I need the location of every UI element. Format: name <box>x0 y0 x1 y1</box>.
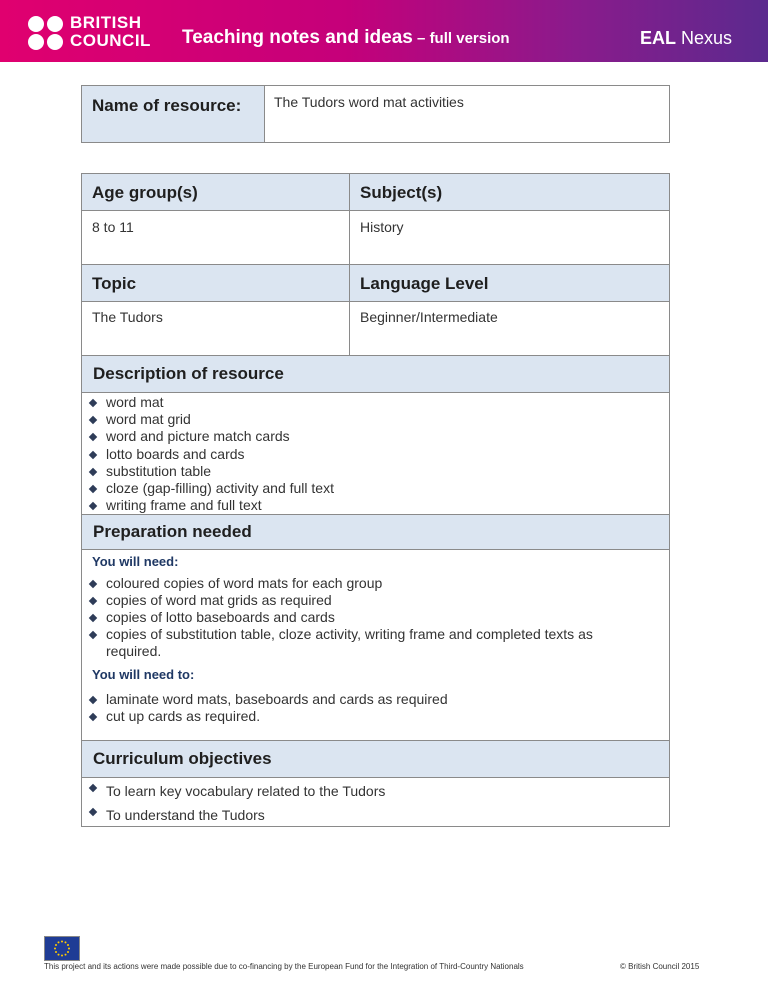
age-value: 8 to 11 <box>92 219 134 235</box>
details-table <box>81 173 670 357</box>
subject-value: History <box>360 219 404 235</box>
name-label: Name of resource: <box>82 86 264 142</box>
details-header-row-1 <box>82 174 669 210</box>
description-heading: Description of resource <box>82 356 669 392</box>
logo-text <box>70 14 151 50</box>
list-item: To understand the Tudors <box>82 803 385 827</box>
list-item: To learn key vocabulary related to the Tudors <box>82 779 385 803</box>
list-item: cloze (gap-filling) activity and full text <box>82 480 334 497</box>
topic-label: Topic <box>92 274 137 293</box>
header-banner <box>0 0 768 62</box>
age-label: Age group(s) <box>92 183 198 202</box>
list-item: copies of substitution table, cloze activity, writing frame and completed texts as required. <box>82 626 647 660</box>
logo-line-2: COUNCIL <box>70 31 151 50</box>
list-item: cut up cards as required. <box>82 708 448 725</box>
list-item: writing frame and full text <box>82 497 334 514</box>
list-item: laminate word mats, baseboards and cards as required <box>82 691 448 708</box>
curriculum-heading: Curriculum objectives <box>82 741 669 777</box>
british-council-logo <box>28 14 168 54</box>
details-header-row-2 <box>82 265 669 301</box>
brand-rest: Nexus <box>675 28 732 48</box>
title-dash: – <box>412 30 430 47</box>
need-list <box>82 575 647 660</box>
eal-nexus-brand <box>640 28 732 49</box>
list-item: substitution table <box>82 463 334 480</box>
logo-dots-icon <box>28 16 66 50</box>
details-value-row-2 <box>82 302 669 356</box>
list-item: word mat grid <box>82 411 334 428</box>
description-list <box>82 394 334 514</box>
list-item: lotto boards and cards <box>82 446 334 463</box>
resource-name-table <box>81 85 670 143</box>
subject-label: Subject(s) <box>360 183 443 202</box>
list-item: coloured copies of word mats for each group <box>82 575 647 592</box>
title-sub: full version <box>429 30 510 47</box>
list-item: word mat <box>82 394 334 411</box>
eu-stars-icon <box>45 937 79 960</box>
list-item: copies of word mat grids as required <box>82 592 647 609</box>
list-item: copies of lotto baseboards and cards <box>82 609 647 626</box>
footer-funding-note: This project and its actions were made possible due to co-financing by the European Fund for the Integration of Third-Country Nationals <box>44 962 524 971</box>
resource-info-table <box>81 355 670 827</box>
level-value: Beginner/Intermediate <box>360 309 498 325</box>
list-item: word and picture match cards <box>82 428 334 445</box>
eu-flag-icon <box>44 936 80 961</box>
brand-bold: EAL <box>639 28 676 48</box>
you-will-need-label: You will need: <box>92 554 179 569</box>
title-main: Teaching notes and ideas <box>182 27 413 48</box>
logo-line-1: BRITISH <box>70 13 142 32</box>
page-title <box>182 27 510 49</box>
level-label: Language Level <box>360 274 489 293</box>
you-will-need-to-label: You will need to: <box>92 667 195 682</box>
curriculum-list <box>82 779 385 827</box>
footer-copyright: © British Council 2015 <box>620 962 700 971</box>
name-value: The Tudors word mat activities <box>274 94 464 110</box>
need-to-list <box>82 691 448 725</box>
preparation-heading: Preparation needed <box>82 515 669 549</box>
topic-value: The Tudors <box>92 309 163 325</box>
details-value-row-1 <box>82 211 669 264</box>
